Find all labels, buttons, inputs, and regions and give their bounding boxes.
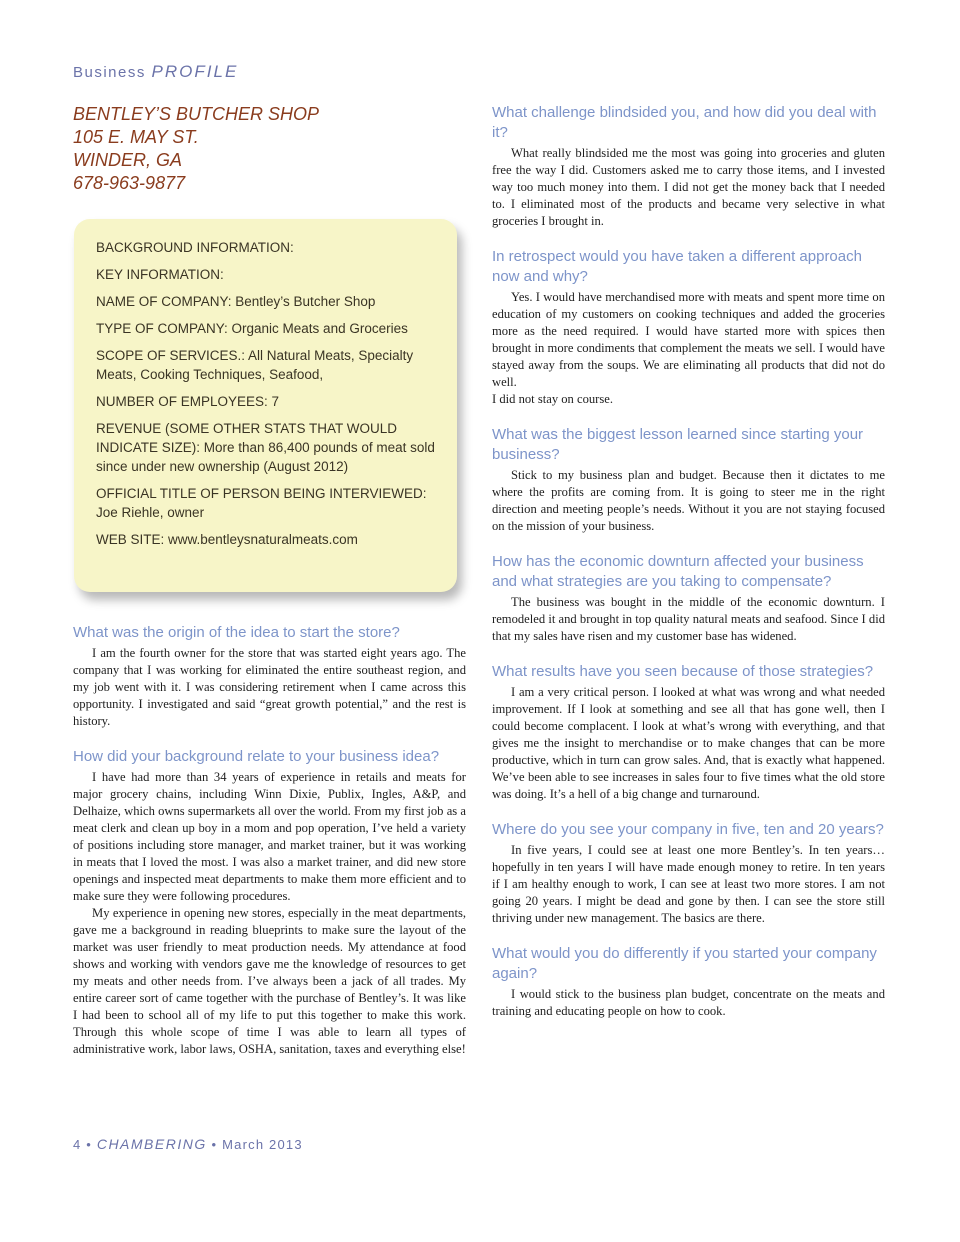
- question-heading: What was the biggest lesson learned since starting your business?: [492, 426, 864, 463]
- info-line: SCOPE OF SERVICES.: All Natural Meats, Specialty Meats, Cooking Techniques, Seafood,: [96, 348, 414, 382]
- question-heading: What challenge blindsided you, and how did you deal with it?: [492, 104, 877, 141]
- background-info-box: [74, 219, 457, 592]
- answer: [492, 289, 885, 408]
- section-label-emphasis: PROFILE: [151, 62, 239, 81]
- answer-paragraph: I have had more than 34 years of experience in retails and meats for major grocery chains, including Winn Dixie, Publix, Ingles, A&P, and Delhaize, which owns supermarkets all over the world. From my first job as a meat clerk and clean up boy in a mom and pop operation, I’ve held a variety of positions including store manager, and market trainer, but it was working in meats that I loved the most. I was also a market trainer, and did new store openings and inspected meat departments to make them more efficient and to make sure they were following procedures.: [73, 770, 466, 903]
- answer-paragraph: In five years, I could see at least one more Bentley’s. In ten years… hopefully in ten years I will have made enough money to retire. In ten years if I am healthy enough to work, I can see at least two more stores. I am not going 20 years. I might be dead and gone by then. I can see the store still thriving under new management. The basics are there.: [492, 843, 885, 925]
- issue-date: March 2013: [222, 1137, 303, 1152]
- question-heading: What was the origin of the idea to start the store?: [73, 624, 400, 641]
- answer: [492, 842, 885, 927]
- answer: [73, 769, 466, 1058]
- answer: [492, 986, 885, 1020]
- info-line: TYPE OF COMPANY: Organic Meats and Groceries: [96, 321, 408, 336]
- answer-paragraph: I am a very critical person. I looked at what was wrong and what needed improvement. If I look at something and see all that has gone well, then I could become complacent. I look at what’s wrong with everything, and that gives me the insight to merchandise or to make changes that can be more productive, which in turn can grow sales. And, that is exactly what happened. We’ve been able to see increases in sales four to five times what the old store was doing. It’s a hell of a big change and turnaround.: [492, 685, 885, 801]
- question-heading: Where do you see your company in five, ten and 20 years?: [492, 821, 884, 838]
- answer-paragraph: I am the fourth owner for the store that was started eight years ago. The company that I was working for eliminated the entire southeast region, and my job went with it. I was considering retirement when I came across this opportunity. I investigated and said “great growth potential,” and the rest is history.: [73, 646, 466, 728]
- answer-paragraph: The business was bought in the middle of the economic downturn. I remodeled it and brought in top quality natural meats and seafood. Since I did that my sales have risen and my customer base has widened.: [492, 595, 885, 643]
- section-label: [73, 62, 238, 82]
- info-line: BACKGROUND INFORMATION:: [96, 240, 294, 255]
- business-city: WINDER, GA: [73, 150, 183, 170]
- answer: [73, 645, 466, 730]
- answer-paragraph: What really blindsided me the most was going into groceries and gluten free the way I did. Customers asked me to carry those items, and I invested way too much money into them. I did not get the money back that I needed to. I eliminated most of the products and became very selective in what groceries I brought in.: [492, 146, 885, 228]
- info-line: REVENUE (SOME OTHER STATS THAT WOULD INDICATE SIZE): More than 86,400 pounds of meat sold since under new ownership (August 2012): [96, 421, 435, 474]
- question-heading: In retrospect would you have taken a different approach now and why?: [492, 248, 862, 285]
- magazine-name: CHAMBERING: [96, 1136, 207, 1152]
- answer: [492, 467, 885, 535]
- qa-block: [492, 425, 885, 535]
- answer: [492, 145, 885, 230]
- answer-paragraph: I did not stay on course.: [492, 392, 614, 406]
- left-column: [73, 623, 466, 1075]
- business-phone: 678-963-9877: [73, 173, 186, 193]
- question-heading: What results have you seen because of those strategies?: [492, 663, 874, 680]
- answer-paragraph: I would stick to the business plan budget, concentrate on the meats and training and educating people on how to cook.: [492, 987, 885, 1018]
- qa-block: [492, 662, 885, 803]
- section-label-prefix: Business: [73, 64, 146, 81]
- footer-bullet: •: [211, 1137, 218, 1152]
- answer: [492, 594, 885, 645]
- answer: [492, 684, 885, 803]
- info-line: KEY INFORMATION:: [96, 267, 224, 282]
- qa-block: [492, 944, 885, 1020]
- business-header: [73, 103, 319, 195]
- question-heading: How has the economic downturn affected your business and what strategies are you taking to compensate?: [492, 553, 864, 590]
- answer-paragraph: Yes. I would have merchandised more with meats and spent more time on education of my customers on cooking techniques and added the groceries more as the need required. I would have started more with spices then brought in more condiments that complement the meats we sell. I would have stayed away from the soups. We are eliminating all products that did not do well.: [492, 290, 885, 389]
- qa-block: [492, 103, 885, 230]
- qa-block: [73, 623, 466, 730]
- info-line: OFFICIAL TITLE OF PERSON BEING INTERVIEWED: Joe Riehle, owner: [96, 486, 427, 520]
- qa-block: [492, 820, 885, 927]
- qa-block: [73, 747, 466, 1058]
- info-line: NUMBER OF EMPLOYEES: 7: [96, 394, 280, 409]
- answer-paragraph: My experience in opening new stores, especially in the meat departments, gave me a background in reading blueprints to make sure the layout of the market was user friendly to meat production needs. My attendance at food shows and working with vendors gave me the knowledge of resources to get my meats and other needs from. I’ve always been a jack of all trades. My entire career sort of came together with the purchase of Bentley’s. It was like I had been to school all of my life to put this together to make this work. Through this whole scope of time I was able to learn all types of administrative work, labor laws, OSHA, sanitation, taxes and everything else!: [73, 906, 466, 1056]
- business-name: BENTLEY’S BUTCHER SHOP: [73, 104, 320, 124]
- question-heading: What would you do differently if you started your company again?: [492, 945, 877, 982]
- question-heading: How did your background relate to your business idea?: [73, 748, 440, 765]
- right-column: [492, 103, 885, 1037]
- page-footer: [73, 1136, 303, 1152]
- qa-block: [492, 552, 885, 645]
- answer-paragraph: Stick to my business plan and budget. Because then it dictates to me where the profits are coming from. It is going to steer me in the right direction and meeting people’s needs. Without it you are not staying focused on the mission of your business.: [492, 468, 885, 533]
- info-line: WEB SITE: www.bentleysnaturalmeats.com: [96, 532, 358, 547]
- footer-bullet: •: [86, 1137, 93, 1152]
- business-street: 105 E. MAY ST.: [73, 127, 199, 147]
- info-line: NAME OF COMPANY: Bentley’s Butcher Shop: [96, 294, 376, 309]
- qa-block: [492, 247, 885, 408]
- page-number: 4: [73, 1137, 82, 1152]
